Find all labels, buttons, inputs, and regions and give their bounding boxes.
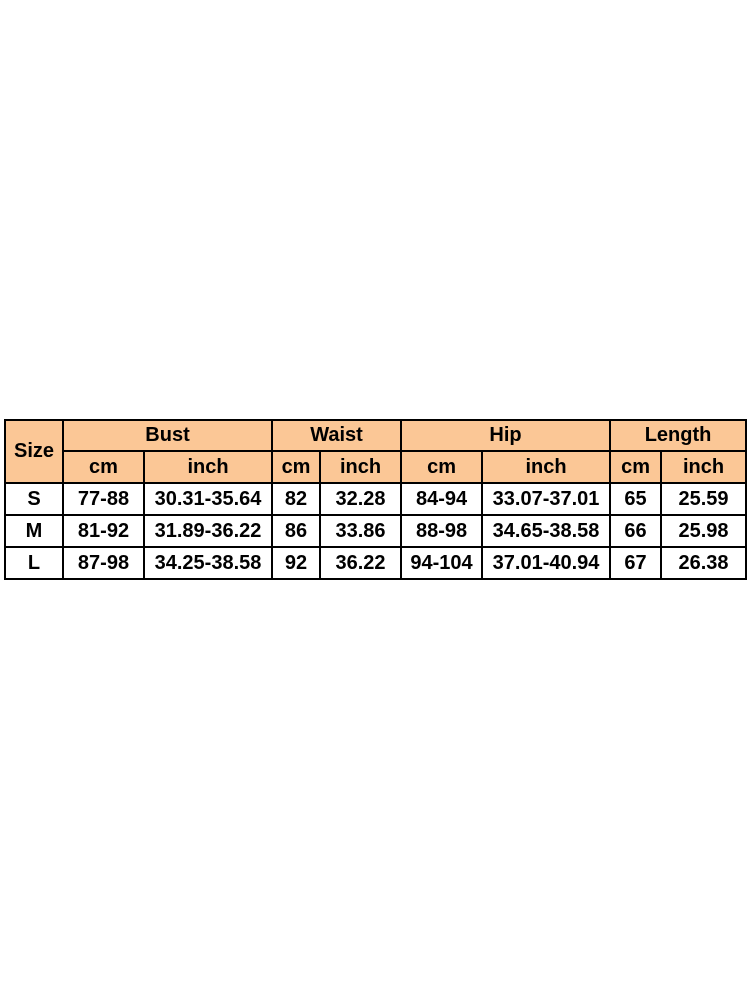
length-cm-cell: 65 [610, 483, 661, 515]
length-cm-cell: 67 [610, 547, 661, 579]
header-bust: Bust [63, 420, 272, 451]
size-cell: S [5, 483, 63, 515]
bust-cm-cell: 81-92 [63, 515, 144, 547]
hip-cm-cell: 94-104 [401, 547, 482, 579]
table-row [5, 483, 746, 515]
length-inch-cell: 25.98 [661, 515, 746, 547]
hip-cm-cell: 84-94 [401, 483, 482, 515]
header-waist: Waist [272, 420, 401, 451]
waist-inch-cell: 33.86 [320, 515, 401, 547]
hip-inch-cell: 37.01-40.94 [482, 547, 610, 579]
header-size: Size [5, 420, 63, 483]
bust-inch-cell: 31.89-36.22 [144, 515, 272, 547]
header-unit-waist-inch: inch [320, 451, 401, 483]
header-unit-length-cm: cm [610, 451, 661, 483]
table-row [5, 547, 746, 579]
size-cell: L [5, 547, 63, 579]
table-row [5, 515, 746, 547]
bust-inch-cell: 34.25-38.58 [144, 547, 272, 579]
header-unit-row [5, 451, 746, 483]
header-unit-hip-cm: cm [401, 451, 482, 483]
hip-inch-cell: 34.65-38.58 [482, 515, 610, 547]
header-unit-waist-cm: cm [272, 451, 320, 483]
header-unit-hip-inch: inch [482, 451, 610, 483]
waist-inch-cell: 36.22 [320, 547, 401, 579]
bust-inch-cell: 30.31-35.64 [144, 483, 272, 515]
hip-inch-cell: 33.07-37.01 [482, 483, 610, 515]
waist-cm-cell: 86 [272, 515, 320, 547]
header-unit-bust-cm: cm [63, 451, 144, 483]
bust-cm-cell: 87-98 [63, 547, 144, 579]
header-unit-bust-inch: inch [144, 451, 272, 483]
size-cell: M [5, 515, 63, 547]
length-inch-cell: 26.38 [661, 547, 746, 579]
header-hip: Hip [401, 420, 610, 451]
length-cm-cell: 66 [610, 515, 661, 547]
header-unit-length-inch: inch [661, 451, 746, 483]
length-inch-cell: 25.59 [661, 483, 746, 515]
header-length: Length [610, 420, 746, 451]
size-chart-table [4, 419, 747, 580]
waist-cm-cell: 82 [272, 483, 320, 515]
table-header [5, 420, 746, 483]
header-group-row [5, 420, 746, 451]
hip-cm-cell: 88-98 [401, 515, 482, 547]
bust-cm-cell: 77-88 [63, 483, 144, 515]
waist-inch-cell: 32.28 [320, 483, 401, 515]
table-body [5, 483, 746, 579]
waist-cm-cell: 92 [272, 547, 320, 579]
